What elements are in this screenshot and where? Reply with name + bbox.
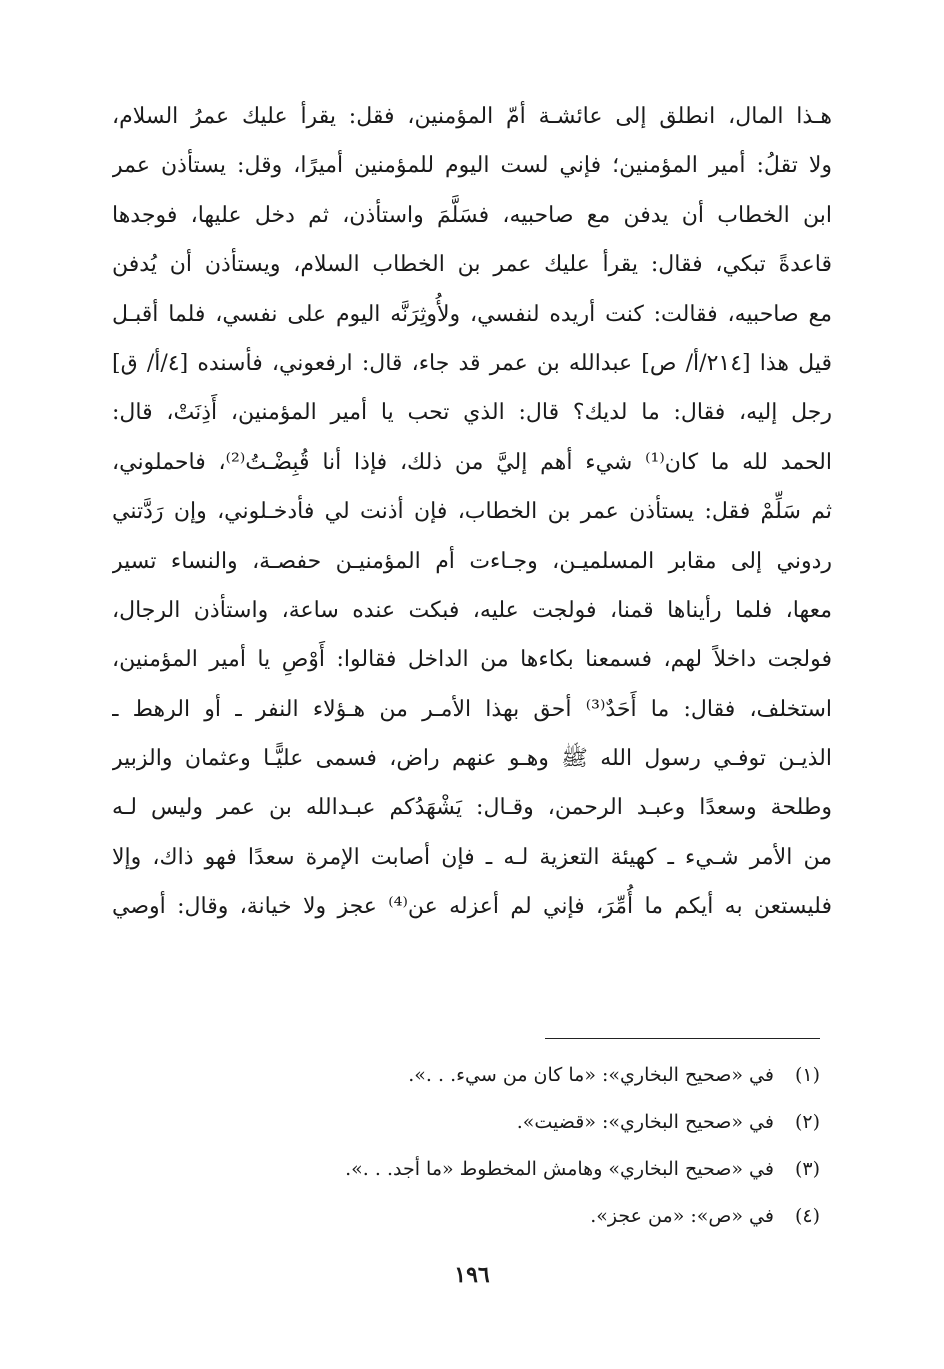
text-line: قاعدةً تبكي، فقال: يقرأ عليك عمر بن الخطاب السلام، ويستأذن أن يُدفن	[112, 252, 832, 278]
text-line: ثم سَلِّمْ فقل: يستأذن عمر بن الخطاب، فإن أذنت لي فأدخـلوني، وإن رَدَّتني	[112, 499, 832, 525]
text-line: الحمد لله ما كان⁽¹⁾ شيء أهم إليَّ من ذلك، فإذا أنا قُبِضْـتُ⁽²⁾، فاحملوني،	[112, 449, 832, 475]
text-line: رجل إليه، فقال: ما لديك؟ قال: الذي تحب يا أمير المؤمنين، أَذِنَتْ، قال:	[112, 400, 832, 426]
footnote-number: (٣)	[794, 1158, 820, 1180]
text-line: فولجت داخلاً لهم، فسمعنا بكاءها من الداخل فقالوا: أَوْصِ يا أمير المؤمنين،	[112, 647, 832, 673]
footnote-item	[112, 1099, 820, 1146]
footnote-item	[112, 1146, 820, 1193]
footnote-separator	[545, 1038, 820, 1039]
footnote-text: في «ص»: «من عجز».	[590, 1205, 774, 1227]
footnote-text: في «صحيح البخاري»: «قضيت».	[516, 1111, 774, 1133]
text-line: معها، فلما رأيناها قمنا، فولجت عليه، فبكت عنده ساعة، واستأذن الرجال،	[112, 597, 832, 623]
text-line: ولا تقلُ: أمير المؤمنين؛ فإني لست اليوم للمؤمنين أميرًا، وقل: يستأذن عمر	[112, 153, 832, 179]
footnote-item	[112, 1052, 820, 1099]
text-line: مع صاحبيه، فقالت: كنت أريده لنفسي، ولأُوثِرَنَّه اليوم على نفسي، فلما أقبـل	[112, 301, 832, 327]
footnotes	[112, 1052, 820, 1240]
footnote-number: (٢)	[794, 1111, 820, 1133]
text-line: استخلف، فقال: ما أَحَدٌ⁽³⁾ أحق بهذا الأمـر من هـؤلاء النفر ـ أو الرهط ـ	[112, 696, 832, 722]
text-line: من الأمر شـيء ـ كهيئة التعزية لـه ـ فإن أصابت الإمرة سعدًا فهو ذاك، وإلا	[112, 844, 832, 870]
main-text-block	[112, 92, 832, 932]
text-line: الذيـن توفـي رسول الله ﷺ وهـو عنهم راض، فسمى عليًّـا وعثمان والزبير	[112, 746, 832, 772]
text-line: هـذا المال، انطلق إلى عائشـة أمّ المؤمنين، فقل: يقرأ عليك عمرُ السلام،	[112, 104, 832, 129]
footnote-number: (٤)	[794, 1205, 820, 1227]
text-line: ابن الخطاب أن يدفن مع صاحبيه، فسَلَّمَ واستأذن، ثم دخل عليها، فوجدها	[112, 202, 832, 228]
footnote-text: في «صحيح البخاري»: «ما كان من سيء. . .».	[408, 1064, 774, 1086]
text-line: ردوني إلى مقابر المسلميـن، وجـاءت أم المؤمنيـن حفصـة، والنساء تسير	[112, 548, 832, 574]
footnote-number: (١)	[794, 1064, 820, 1086]
text-line: فليستعن به أيكم ما أُمِّرَ، فإني لم أعزله عن⁽⁴⁾ عجز ولا خيانة، وقال: أوصي	[112, 894, 832, 920]
page-number: ١٩٦	[454, 1262, 490, 1288]
footnote-item	[112, 1193, 820, 1240]
footnote-text: في «صحيح البخاري» وهامش المخطوط «ما أجد. . .».	[345, 1158, 774, 1180]
text-line: قيل هذا [٢١٤/أ/ ص] عبدالله بن عمر قد جاء، قال: ارفعوني، فأسنده [٤/أ/ ق]	[112, 350, 832, 376]
text-line: وطلحة وسعدًا وعبـد الرحمن، وقـال: يَشْهَدُكم عبـدالله بن عمر وليس لـه	[112, 795, 832, 821]
